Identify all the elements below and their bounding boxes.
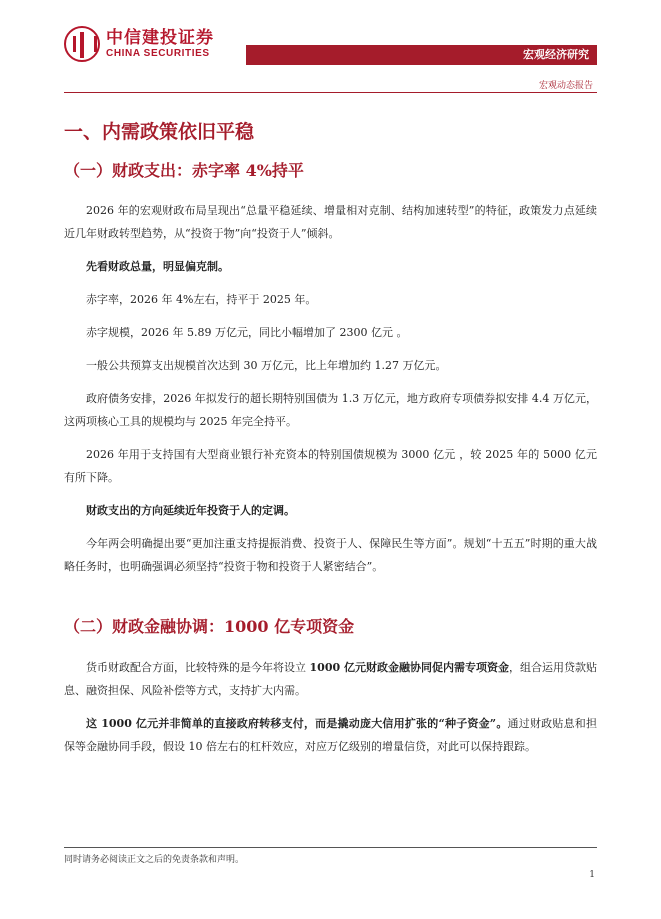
text-run: 通过财政贴息和担保等金融协同手段，假设 10 倍左右的杠杆效应，对应万亿级别的增量信贷，对此可以保持跟踪。 (64, 717, 597, 753)
header-divider (64, 92, 597, 93)
paragraph: 政府债务安排，2026 年拟发行的超长期特别国债为 1.3 万亿元，地方政府专项债券拟安排 4.4 万亿元，这两项核心工具的规模均与 2025 年完全持平。 (64, 392, 597, 428)
paragraph: 2026 年用于支持国有大型商业银行补充资本的特别国债规模为 3000 亿元 ，较 2025 年的 5000 亿元有所下降。 (64, 448, 597, 484)
report-type: 宏观动态报告 (538, 81, 593, 91)
page-number: 1 (589, 870, 595, 880)
logo-name-cn: 中信建投证券 (106, 28, 214, 48)
paragraph (64, 712, 597, 758)
footer-divider (64, 847, 597, 848)
paragraph: 赤字率，2026 年 4%左右，持平于 2025 年。 (86, 293, 317, 306)
report-category: 宏观经济研究 (523, 48, 589, 61)
text-run: 货币财政配合方面，比较特殊的是今年将设立 (86, 661, 310, 674)
paragraph-bold: 先看财政总量，明显偏克制。 (86, 260, 229, 273)
text-run: ，组合运用贷款贴息、融资担保、风险补偿等方式，支持扩大内需。 (64, 661, 598, 697)
paragraph: 今年两会明确提出要“更加注重支持提振消费、投资于人、保障民生等方面”。规划“十五五”时期的重大战略任务时，也明确强调必须坚持“投资于物和投资于人紧密结合”。 (64, 537, 597, 573)
main-content (64, 120, 597, 758)
paragraph (64, 656, 597, 702)
section-title: 一、内需政策依旧平稳 (64, 121, 255, 143)
subsection-title-fiscal-financial: （二）财政金融协调：1000 亿专项资金 (64, 617, 355, 636)
text-run-bold: 这 1000 亿元并非简单的直接政府转移支付，而是撬动庞大信用扩张的“种子资金”。 (86, 717, 508, 730)
paragraph: 一般公共预算支出规模首次达到 30 万亿元，比上年增加约 1.27 万亿元。 (86, 359, 447, 372)
logo-name-en: CHINA SECURITIES (106, 48, 210, 59)
text-run-bold: 1000 亿元财政金融协同促内需专项资金 (309, 661, 509, 674)
subsection-title-fiscal-spending: （一）财政支出：赤字率 4%持平 (64, 161, 304, 180)
paragraph: 2026 年的宏观财政布局呈现出“总量平稳延续、增量相对克制、结构加速转型”的特征，政策发力点延续近几年财政转型趋势，从“投资于物”向“投资于人”倾斜。 (64, 204, 597, 240)
paragraph-bold: 财政支出的方向延续近年投资于人的定调。 (86, 504, 295, 517)
paragraph: 赤字规模，2026 年 5.89 万亿元，同比小幅增加了 2300 亿元 。 (86, 326, 408, 339)
footer-disclaimer: 同时请务必阅读正文之后的免责条款和声明。 (64, 855, 245, 865)
citic-logo-icon (64, 26, 100, 62)
report-category-bar (246, 45, 597, 65)
brand-logo (64, 26, 214, 62)
